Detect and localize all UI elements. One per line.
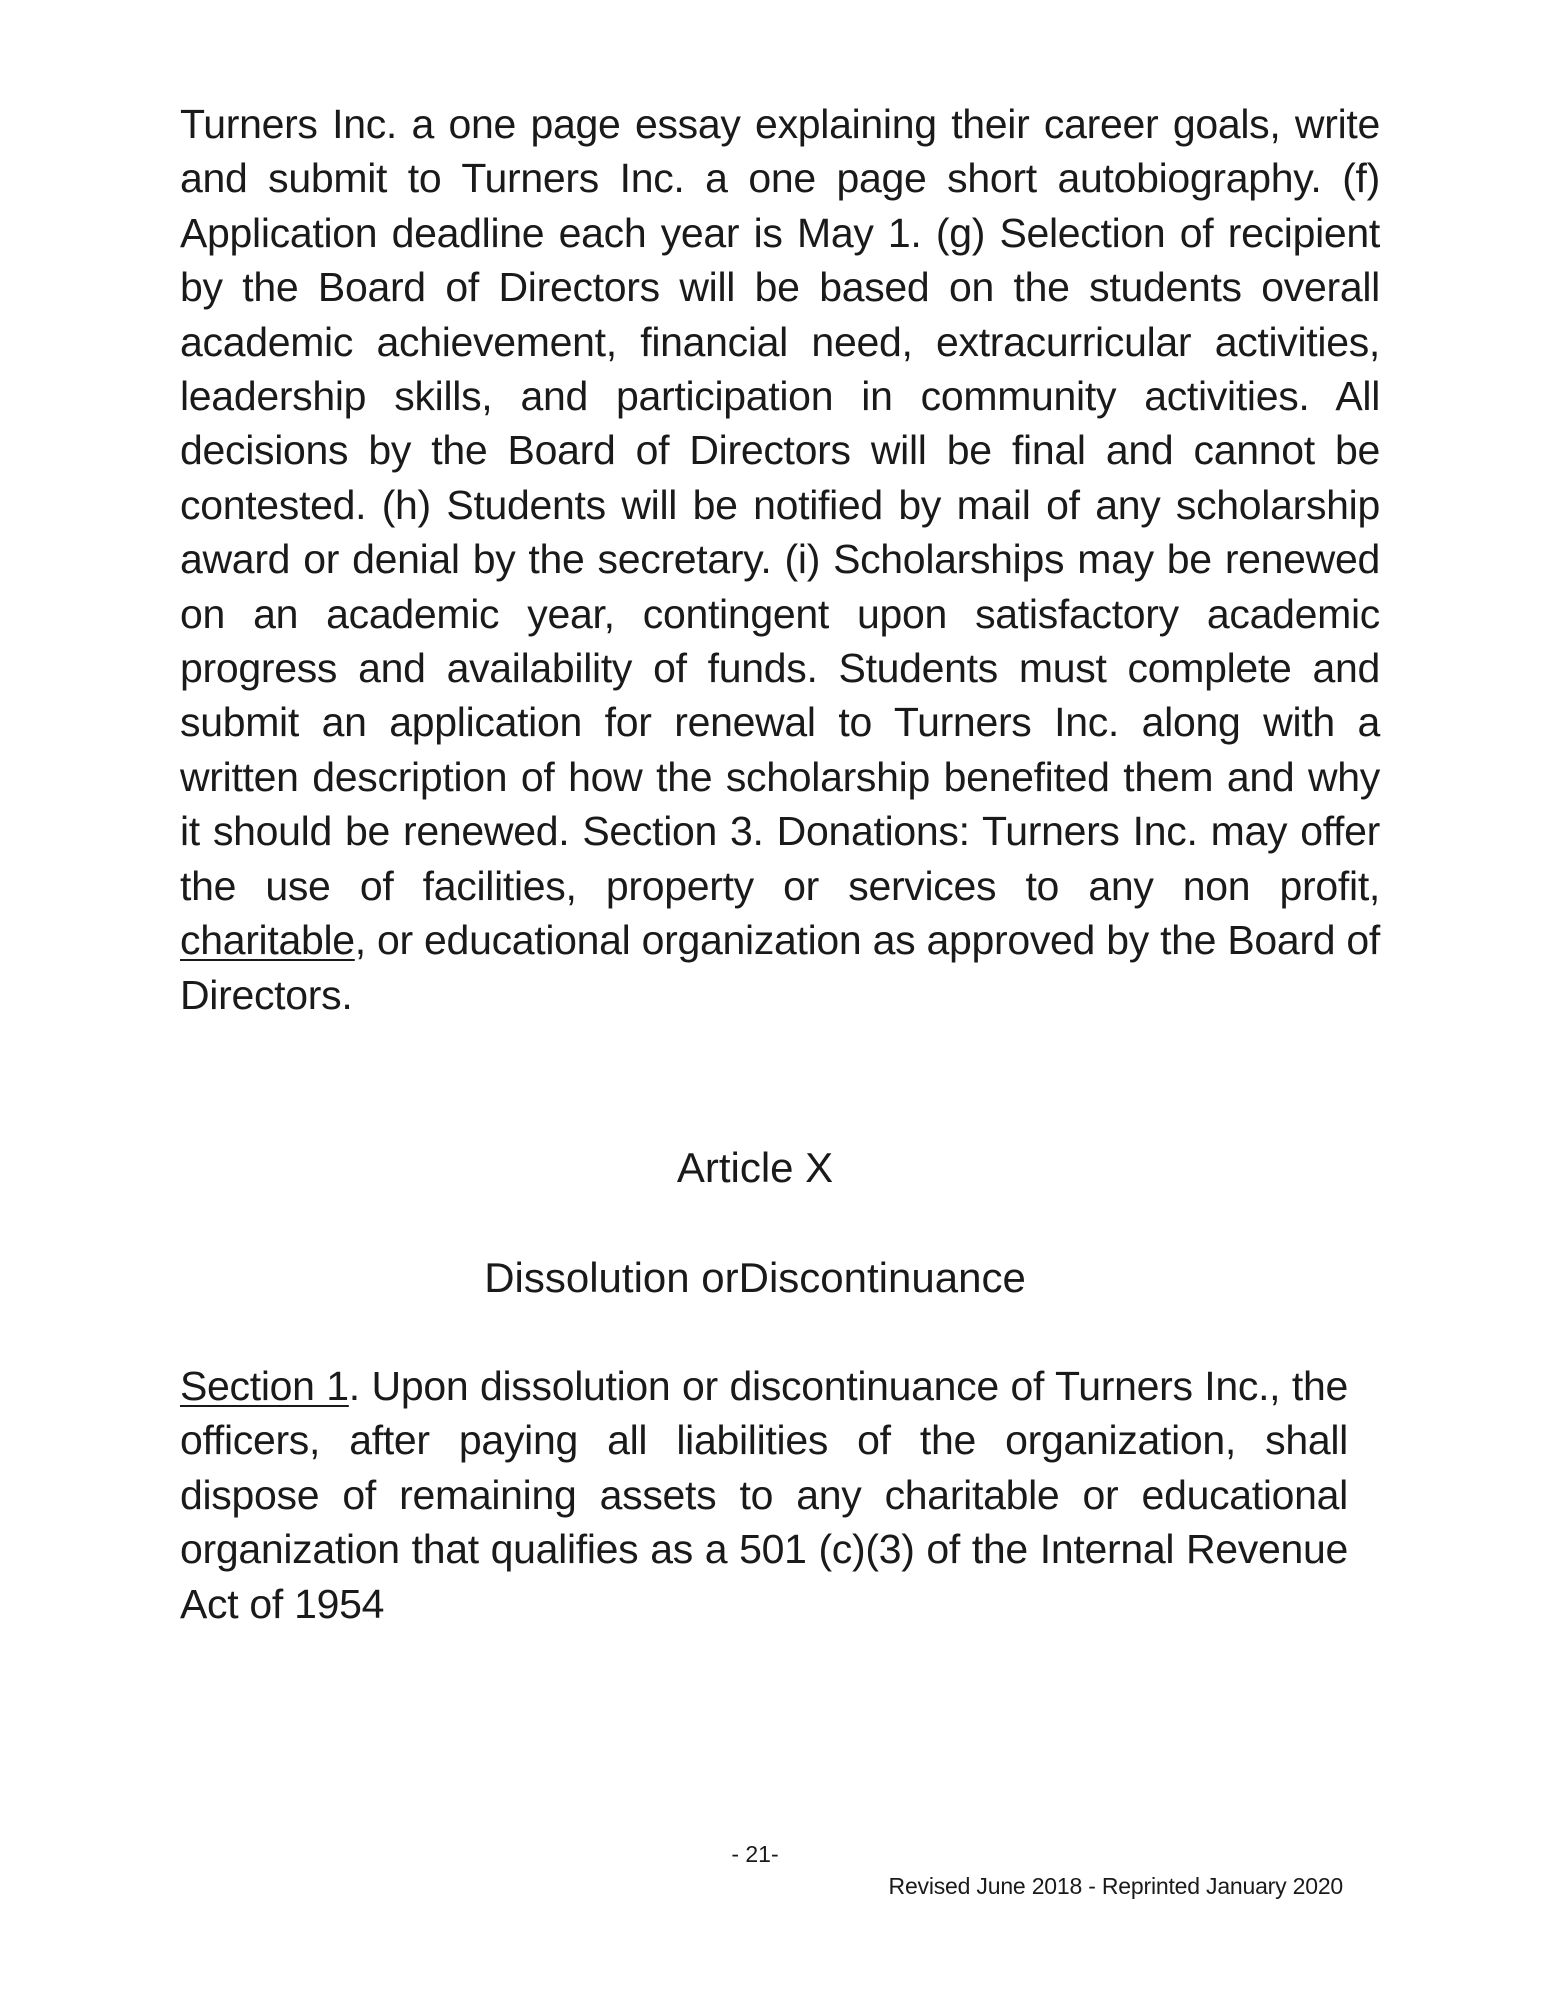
article-title: Dissolution orDiscontinuance [484, 1254, 1026, 1301]
revision-footer: Revised June 2018 - Reprinted January 2020 [888, 1873, 1343, 1899]
section-1-label-punctuation: . [348, 1363, 360, 1409]
section-1-body: Upon dissolution or discontinuance of Turners Inc., the officers, after paying all liabilities of the organization, shall dispose of remaining assets to any charitable or educational organization that qualifies as a 501 (c)(3) of the Internal Revenue Act of 1954 [180, 1363, 1348, 1627]
section-1-paragraph [180, 1359, 1348, 1631]
page-number: - 21- [731, 1841, 779, 1867]
article-heading: Article X [676, 1144, 834, 1191]
paragraph-text-end: , or educational organization as approved by the Board of Directors. [180, 917, 1380, 1018]
underlined-word-charitable: charitable [180, 917, 355, 964]
section-1-label: Section 1 [180, 1363, 349, 1409]
scholarship-paragraph [180, 97, 1380, 1022]
paragraph-text: Turners Inc. a one page essay explaining their career goals, write and submit to Turners Inc. a one page short autobiography. (f) Application deadline each year is May 1. (g) Selection of recipient by the Board of Directors will be based on the students overall academic achievement, financial need, extracurricular activities, leadership skills, and participation in community activities. All decisions by the Board of Directors will be final and cannot be contested. (h) Students will be notified by mail of any scholarship award or denial by the secretary. (i) Scholarships may be renewed on an academic year, contingent upon satisfactory academic progress and availability of funds. Students must complete and submit an application for renewal to Turners Inc. along with a written description of how the scholarship benefited them and why it should be renewed. Section 3. Donations: Turners Inc. may offer the use of facilities, property or services to any non profit, [180, 101, 1380, 909]
